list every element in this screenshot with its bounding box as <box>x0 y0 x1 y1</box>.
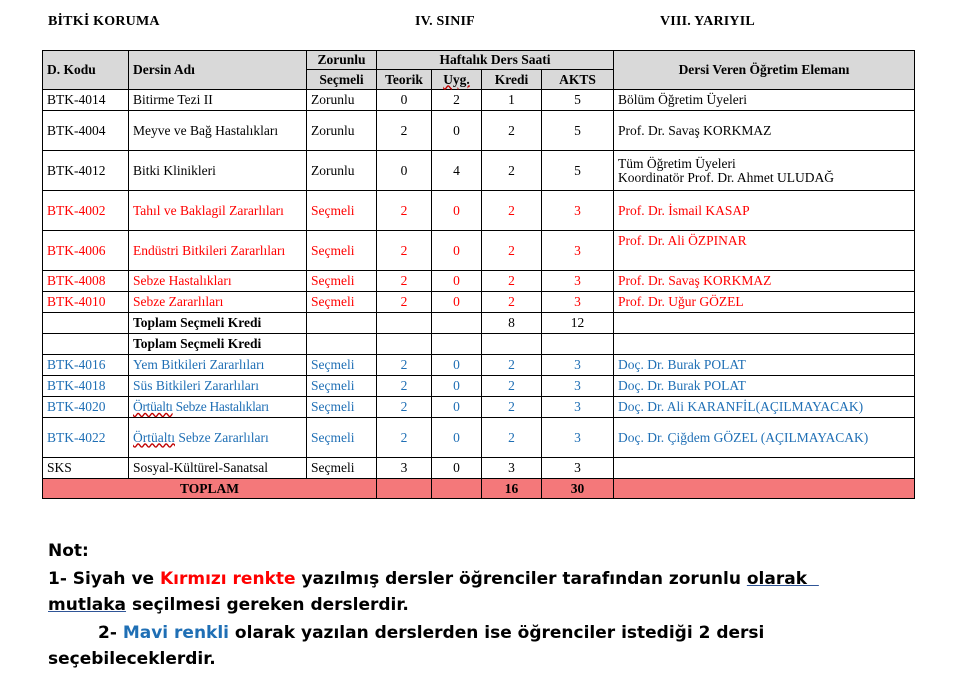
course-code: BTK-4018 <box>43 376 129 397</box>
note-1: 1- Siyah ve Kırmızı renkte yazılmış dersler öğrenciler tarafından zorunlu olarak <box>48 569 808 589</box>
theory-hours: 2 <box>377 355 432 376</box>
akts: 3 <box>542 418 614 458</box>
akts: 5 <box>542 111 614 151</box>
practice-hours: 0 <box>432 191 482 231</box>
akts: 3 <box>542 397 614 418</box>
col-theory: Teorik <box>377 70 432 90</box>
table-header-row <box>43 51 915 70</box>
course-type: Seçmeli <box>307 418 377 458</box>
notes-title: Not: <box>48 541 89 561</box>
class-title: IV. SINIF <box>415 14 475 29</box>
subtotal-label: Toplam Seçmeli Kredi <box>129 334 307 355</box>
theory-hours: 2 <box>377 418 432 458</box>
table-row <box>43 231 915 271</box>
subtotal-credit: 8 <box>482 313 542 334</box>
akts: 3 <box>542 271 614 292</box>
note-2: 2- Mavi renkli olarak yazılan derslerden ise öğrenciler istediği 2 dersi <box>98 623 765 643</box>
course-type: Zorunlu <box>307 111 377 151</box>
note-2-cont: seçebileceklerdir. <box>48 649 216 669</box>
practice-hours: 0 <box>432 111 482 151</box>
course-code: BTK-4008 <box>43 271 129 292</box>
col-akts: AKTS <box>542 70 614 90</box>
semester-title: VIII. YARIYIL <box>660 14 755 29</box>
course-name: Sebze Hastalıkları <box>129 271 307 292</box>
course-code: BTK-4016 <box>43 355 129 376</box>
practice-hours: 4 <box>432 151 482 191</box>
practice-hours: 0 <box>432 376 482 397</box>
course-type: Seçmeli <box>307 271 377 292</box>
course-code: BTK-4006 <box>43 231 129 271</box>
table-row <box>43 418 915 458</box>
table-row <box>43 151 915 191</box>
instructor <box>614 151 915 191</box>
credit: 2 <box>482 191 542 231</box>
total-akts: 30 <box>542 479 614 499</box>
table-row <box>43 376 915 397</box>
col-instructor: Dersi Veren Öğretim Elemanı <box>614 51 915 90</box>
akts: 5 <box>542 151 614 191</box>
course-name: Endüstri Bitkileri Zararlıları <box>129 231 307 271</box>
course-code: BTK-4014 <box>43 90 129 111</box>
col-weekly: Haftalık Ders Saati <box>377 51 614 70</box>
instructor: Doç. Dr. Burak POLAT <box>614 355 915 376</box>
akts: 3 <box>542 355 614 376</box>
akts: 3 <box>542 376 614 397</box>
col-credit: Kredi <box>482 70 542 90</box>
practice-hours: 0 <box>432 231 482 271</box>
instructor: Prof. Dr. Uğur GÖZEL <box>614 292 915 313</box>
subtotal-akts: 12 <box>542 313 614 334</box>
course-code: BTK-4002 <box>43 191 129 231</box>
table-row <box>43 191 915 231</box>
course-table <box>42 50 915 499</box>
credit: 2 <box>482 397 542 418</box>
credit: 2 <box>482 271 542 292</box>
instructor: Doç. Dr. Çiğdem GÖZEL (AÇILMAYACAK) <box>614 418 915 458</box>
col-practice: Uyg. <box>432 70 482 90</box>
course-code: BTK-4012 <box>43 151 129 191</box>
credit: 2 <box>482 231 542 271</box>
table-row <box>43 111 915 151</box>
credit: 2 <box>482 376 542 397</box>
practice-hours: 0 <box>432 458 482 479</box>
credit: 2 <box>482 151 542 191</box>
course-name: Sosyal-Kültürel-Sanatsal <box>129 458 307 479</box>
akts: 5 <box>542 90 614 111</box>
table-row <box>43 355 915 376</box>
akts: 3 <box>542 191 614 231</box>
total-row <box>43 479 915 499</box>
subtotal-row <box>43 334 915 355</box>
practice-hours: 2 <box>432 90 482 111</box>
theory-hours: 2 <box>377 397 432 418</box>
instructor-line: Koordinatör Prof. Dr. Ahmet ULUDAĞ <box>618 169 834 185</box>
col-name: Dersin Adı <box>129 51 307 90</box>
course-name: Yem Bitkileri Zararlıları <box>129 355 307 376</box>
course-type: Seçmeli <box>307 292 377 313</box>
theory-hours: 2 <box>377 191 432 231</box>
practice-hours: 0 <box>432 292 482 313</box>
course-name: Süs Bitkileri Zararlıları <box>129 376 307 397</box>
instructor: Doç. Dr. Burak POLAT <box>614 376 915 397</box>
theory-hours: 3 <box>377 458 432 479</box>
course-code: BTK-4004 <box>43 111 129 151</box>
instructor: Doç. Dr. Ali KARANFİL(AÇILMAYACAK) <box>614 397 915 418</box>
course-name: Bitirme Tezi II <box>129 90 307 111</box>
practice-hours: 0 <box>432 271 482 292</box>
course-type: Seçmeli <box>307 355 377 376</box>
akts: 3 <box>542 292 614 313</box>
subtotal-row <box>43 313 915 334</box>
practice-hours: 0 <box>432 355 482 376</box>
credit: 3 <box>482 458 542 479</box>
course-type: Seçmeli <box>307 397 377 418</box>
course-type: Zorunlu <box>307 90 377 111</box>
credit: 2 <box>482 418 542 458</box>
theory-hours: 0 <box>377 90 432 111</box>
course-name: Meyve ve Bağ Hastalıkları <box>129 111 307 151</box>
total-label: TOPLAM <box>43 479 377 499</box>
total-credit: 16 <box>482 479 542 499</box>
credit: 1 <box>482 90 542 111</box>
theory-hours: 2 <box>377 376 432 397</box>
course-name: Tahıl ve Baklagil Zararlıları <box>129 191 307 231</box>
practice-hours: 0 <box>432 397 482 418</box>
course-name: Örtüaltı Sebze Hastalıkları <box>129 397 307 418</box>
course-code: SKS <box>43 458 129 479</box>
course-code: BTK-4020 <box>43 397 129 418</box>
practice-hours: 0 <box>432 418 482 458</box>
instructor: Prof. Dr. Savaş KORKMAZ <box>614 111 915 151</box>
table-row <box>43 397 915 418</box>
theory-hours: 0 <box>377 151 432 191</box>
course-type: Seçmeli <box>307 231 377 271</box>
theory-hours: 2 <box>377 292 432 313</box>
instructor: Prof. Dr. Savaş KORKMAZ <box>614 271 915 292</box>
instructor: Bölüm Öğretim Üyeleri <box>614 90 915 111</box>
course-code: BTK-4010 <box>43 292 129 313</box>
course-name: Bitki Klinikleri <box>129 151 307 191</box>
theory-hours: 2 <box>377 111 432 151</box>
credit: 2 <box>482 355 542 376</box>
course-type: Seçmeli <box>307 376 377 397</box>
col-type-top: Zorunlu <box>307 51 377 70</box>
department-title: BİTKİ KORUMA <box>48 14 160 29</box>
table-row <box>43 271 915 292</box>
theory-hours: 2 <box>377 231 432 271</box>
theory-hours: 2 <box>377 271 432 292</box>
instructor: Prof. Dr. Ali ÖZPINAR <box>614 231 915 271</box>
note-1-cont: mutlaka seçilmesi gereken derslerdir. <box>48 595 409 615</box>
table-row <box>43 90 915 111</box>
akts: 3 <box>542 231 614 271</box>
table-row <box>43 458 915 479</box>
course-name: Sebze Zararlıları <box>129 292 307 313</box>
course-type: Seçmeli <box>307 458 377 479</box>
course-code: BTK-4022 <box>43 418 129 458</box>
course-type: Zorunlu <box>307 151 377 191</box>
course-type: Seçmeli <box>307 191 377 231</box>
table-row <box>43 292 915 313</box>
credit: 2 <box>482 111 542 151</box>
col-code: D. Kodu <box>43 51 129 90</box>
akts: 3 <box>542 458 614 479</box>
col-type-bottom: Seçmeli <box>307 70 377 90</box>
course-name: Örtüaltı Sebze Zararlıları <box>129 418 307 458</box>
instructor-line: Tüm Öğretim Üyeleri <box>618 155 736 171</box>
subtotal-label: Toplam Seçmeli Kredi <box>129 313 307 334</box>
instructor: Prof. Dr. İsmail KASAP <box>614 191 915 231</box>
credit: 2 <box>482 292 542 313</box>
